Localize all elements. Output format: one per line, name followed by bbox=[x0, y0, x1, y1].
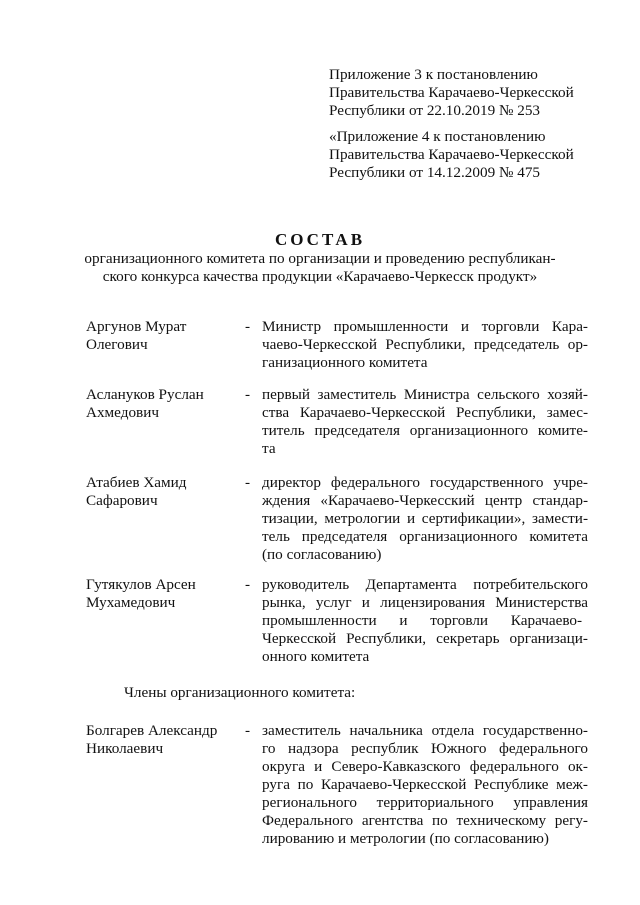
member-name bbox=[86, 386, 236, 422]
appendix-line: Республики от 14.12.2009 № 475 bbox=[329, 164, 541, 181]
member-role-line: регионального территориального управления bbox=[262, 794, 588, 811]
dash-separator: - bbox=[245, 386, 251, 403]
subtitle-line: организационного комитета по организации и проведению республикан- bbox=[84, 250, 556, 267]
member-name-line: Атабиев Хамид bbox=[86, 474, 187, 491]
dash-separator: - bbox=[245, 722, 251, 739]
member-role-line: онного комитета bbox=[262, 648, 370, 665]
member-name-line: Ахмедович bbox=[86, 404, 159, 421]
member-name-line: Николаевич bbox=[86, 740, 164, 757]
appendix-line: Республики от 22.10.2019 № 253 bbox=[329, 102, 541, 119]
appendix-line: «Приложение 4 к постановлению bbox=[329, 128, 546, 145]
member-name-line: Мухамедович bbox=[86, 594, 176, 611]
member-role bbox=[262, 474, 588, 564]
member-role-line: округа и Северо-Кавказского федерального ок- bbox=[262, 758, 588, 775]
member-name-line: Аргунов Мурат bbox=[86, 318, 187, 335]
dash-separator: - bbox=[245, 318, 251, 335]
member-name bbox=[86, 576, 236, 612]
appendix-line: Правительства Карачаево-Черкесской bbox=[329, 146, 574, 163]
member-role-line: тель председателя организационного комитета bbox=[262, 528, 588, 545]
member-name-line: Аслануков Руслан bbox=[86, 386, 204, 403]
appendix-line: Приложение 3 к постановлению bbox=[329, 66, 538, 83]
appendix-line: Правительства Карачаево-Черкесской bbox=[329, 84, 574, 101]
member-name-line: Болгарев Александр bbox=[86, 722, 218, 739]
member-role-line: (по согласованию) bbox=[262, 546, 382, 563]
member-role-line: промышленности и торговли Карачаево- bbox=[262, 612, 583, 629]
member-role-line: ства Карачаево-Черкесской Республики, замес- bbox=[262, 404, 588, 421]
member-role-line: заместитель начальника отдела государственно- bbox=[262, 722, 588, 739]
document-subtitle bbox=[60, 250, 580, 286]
member-role bbox=[262, 722, 588, 848]
member-name bbox=[86, 318, 236, 354]
member-role-line: руководитель Департамента потребительского bbox=[262, 576, 588, 593]
member-role-line: тизации, метрологии и сертификации», замести- bbox=[262, 510, 588, 527]
appendix-reference-original bbox=[329, 128, 629, 182]
members-section-heading: Члены организационного комитета: bbox=[124, 684, 356, 701]
member-role-line: первый заместитель Министра сельского хозяй- bbox=[262, 386, 588, 403]
member-role bbox=[262, 318, 588, 372]
member-role-line: лированию и метрологии (по согласованию) bbox=[262, 830, 549, 847]
member-role bbox=[262, 576, 588, 666]
member-name-line: Олегович bbox=[86, 336, 148, 353]
member-role-line: ганизационного комитета bbox=[262, 354, 428, 371]
member-role-line: титель председателя организационного комите- bbox=[262, 422, 588, 439]
member-role-line: Федерального агентства по техническому регу- bbox=[262, 812, 588, 829]
member-role-line: Министр промышленности и торговли Кара- bbox=[262, 318, 588, 335]
member-role-line: Черкесской Республики, секретарь организаци- bbox=[262, 630, 588, 647]
appendix-reference-current bbox=[329, 66, 629, 120]
member-role-line: чаево-Черкесской Республики, председатель ор- bbox=[262, 336, 588, 353]
member-role-line: рынка, услуг и лицензирования Министерства bbox=[262, 594, 588, 611]
member-name bbox=[86, 722, 236, 758]
member-role-line: та bbox=[262, 440, 276, 457]
dash-separator: - bbox=[245, 576, 251, 593]
member-role bbox=[262, 386, 588, 458]
member-role-line: директор федерального государственного учре- bbox=[262, 474, 588, 491]
document-title: СОСТАВ bbox=[274, 230, 366, 249]
member-name bbox=[86, 474, 236, 510]
dash-separator: - bbox=[245, 474, 251, 491]
member-name-line: Гутякулов Арсен bbox=[86, 576, 196, 593]
member-role-line: ждения «Карачаево-Черкесский центр стандар- bbox=[262, 492, 588, 509]
member-role-line: го надзора республик Южного федерального bbox=[262, 740, 588, 757]
member-name-line: Сафарович bbox=[86, 492, 158, 509]
member-role-line: руга по Карачаево-Черкесской Республике меж- bbox=[262, 776, 588, 793]
subtitle-line: ского конкурса качества продукции «Карачаево-Черкесск продукт» bbox=[102, 268, 538, 285]
